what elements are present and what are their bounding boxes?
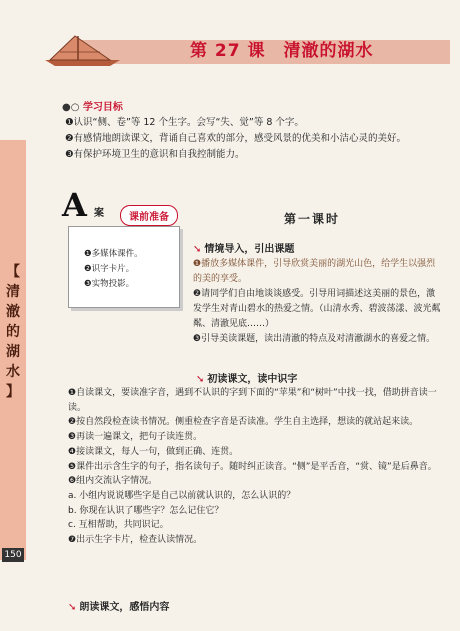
section2-item: ❼出示生字卡片，检查认读情况。 <box>68 535 203 546</box>
prep-badge: 课前准备 <box>120 205 178 226</box>
section1-body <box>193 257 443 347</box>
goals-list <box>65 115 406 163</box>
section2-item: ❸再读一遍课文，把句子读连贯。 <box>68 432 203 443</box>
section1-item: ❷请同学们自由地谈谈感受。引导用词描述这美丽的景色，激发学生对青山碧水的热爱之情。（山清水秀、碧波荡漾、波光粼粼、清澈见底……） <box>193 289 441 329</box>
prep-list <box>84 247 143 292</box>
section2-item: ❷按自然段检查读书情况。侧重检查字音是否读准。学生自主选择，想读的就站起来读。 <box>68 417 419 428</box>
bullet-dot-icon: ●○ <box>62 102 80 113</box>
section-heading-1: ➘ 情境导入，引出课题 <box>193 244 295 255</box>
prep-item: ❸实物投影。 <box>84 279 135 289</box>
lesson-title: 第 27 课 清澈的湖水 <box>190 41 374 61</box>
goal-item: ❷有感情地朗读课文，背诵自己喜欢的部分，感受风景的优美和小洁心灵的美好。 <box>65 133 407 144</box>
boat-logo-icon <box>30 32 140 68</box>
section2-body <box>68 386 448 548</box>
plan-letter: A <box>62 186 87 224</box>
section2-subitem: c. 互相帮助，共同识记。 <box>68 520 169 531</box>
arrow-icon: ➘ <box>193 244 202 255</box>
period-heading: 第一课时 <box>284 212 341 226</box>
section2-subitem: b. 你现在认识了哪些字？怎么记住它？ <box>68 505 224 516</box>
plan-suffix: 案 <box>94 208 104 219</box>
section2-item: ❹接读课文，每人一句，做到正确、连贯。 <box>68 446 239 457</box>
section-heading-2: ➘ 初读课文，读中识字 <box>196 374 298 385</box>
section-heading-3: ➘ 朗读课文，感悟内容 <box>68 602 170 613</box>
arrow-icon: ➘ <box>196 374 205 385</box>
prep-item: ❷识字卡片。 <box>84 264 135 274</box>
arrow-icon: ➘ <box>68 602 77 613</box>
section2-subitem: a. 小组内说说哪些字是自己以前就认识的，怎么认识的？ <box>68 490 296 501</box>
section2-item: ❶自读课文，要读准字音，遇到不认识的字到下面的“苹果”和“树叶”中找一找，借助拼音读一读。 <box>68 388 437 413</box>
section1-item: ❸引导美读课题，读出清澈的特点及对清澈湖水的喜爱之情。 <box>193 334 436 344</box>
goals-heading: ●○ 学习目标 <box>62 102 123 113</box>
section2-item: ❻组内交流认字情况。 <box>68 476 158 487</box>
sidebar-title: 【 清 澈 的 湖 水 】 <box>6 264 20 400</box>
prep-item: ❶多媒体课件。 <box>84 249 143 259</box>
goal-item: ❸有保护环境卫生的意识和自我控制能力。 <box>65 149 245 160</box>
section2-item: ❺课件出示含生字的句子，指名读句子。随时纠正读音。“侧”是平舌音，“赏、镜”是后鼻音。 <box>68 461 437 472</box>
goal-item: ❶认识“侧、卷”等 12 个生字。会写“失、觉”等 8 个字。 <box>65 117 304 128</box>
page-number: 150 <box>2 548 24 562</box>
section1-item: ❶播放多媒体课件，引导欣赏美丽的湖光山色，给学生以强烈的美的享受。 <box>193 259 436 284</box>
